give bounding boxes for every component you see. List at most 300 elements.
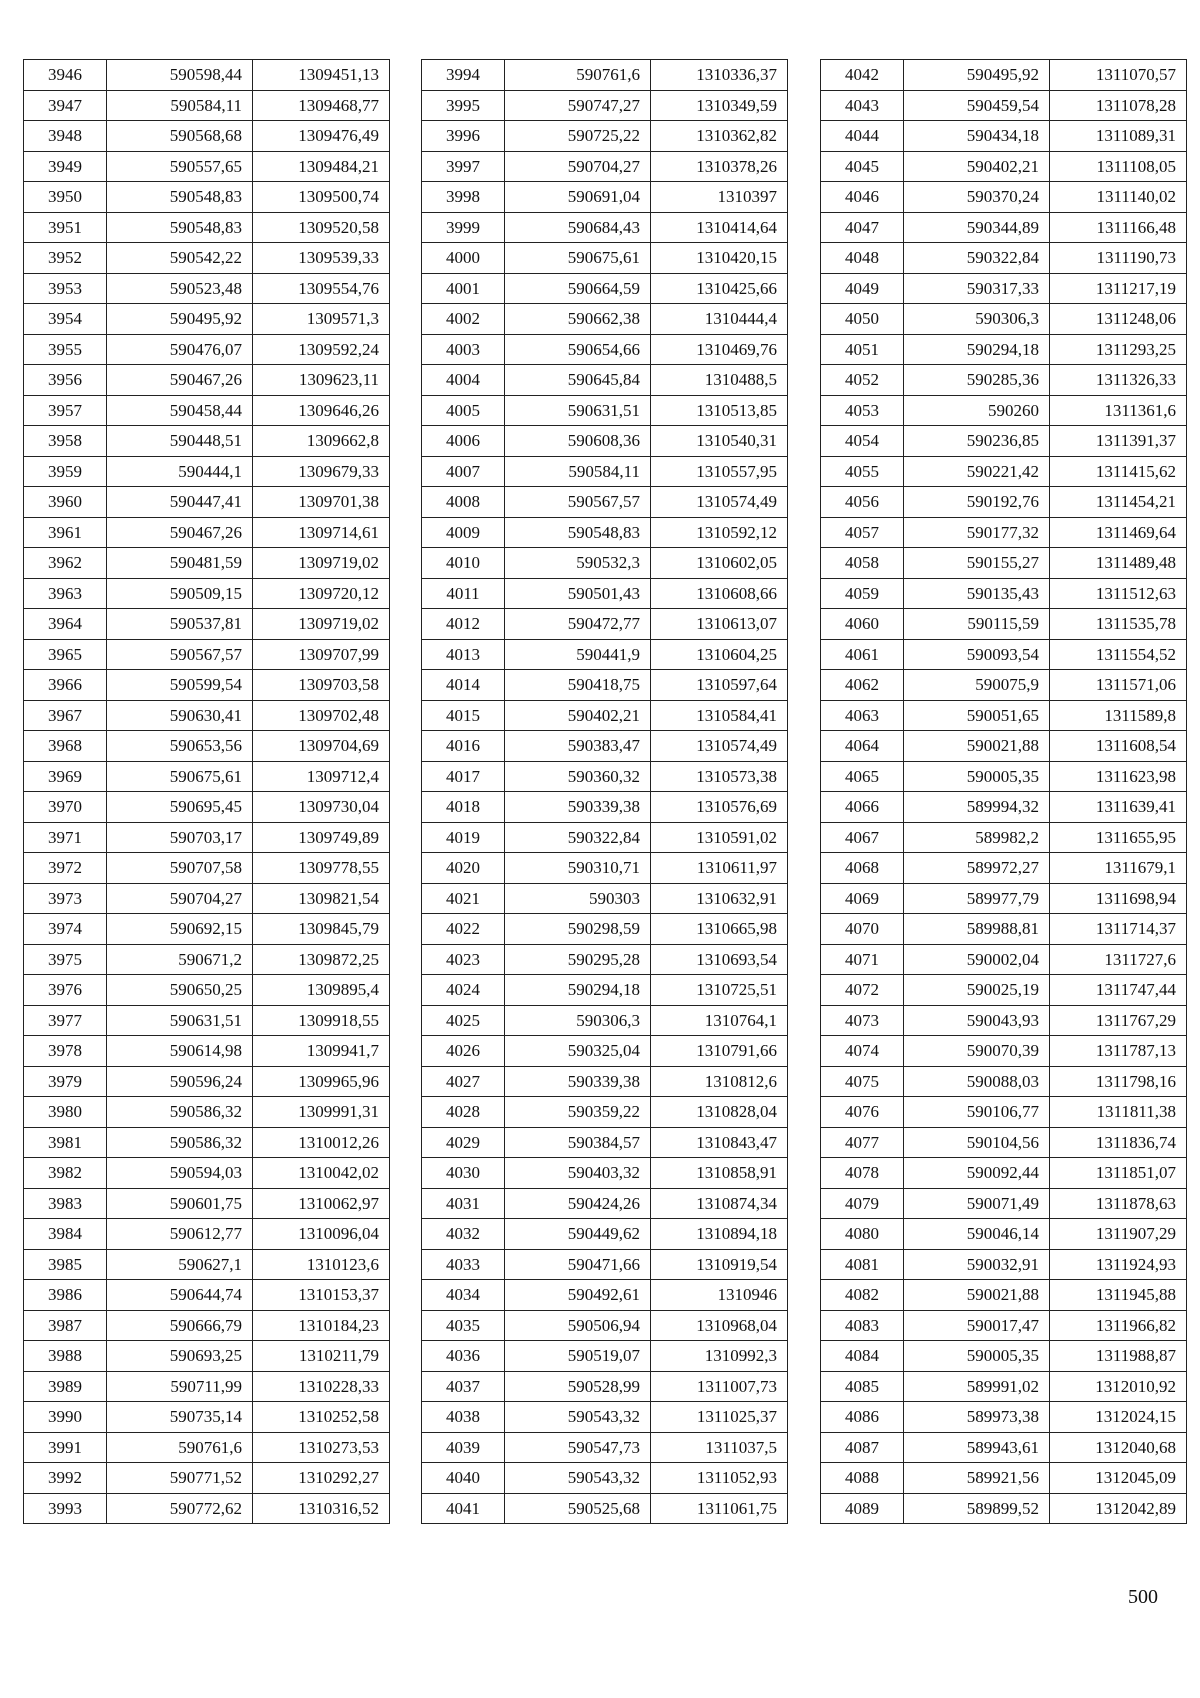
x-coordinate-cell: 590695,45 xyxy=(107,792,253,823)
x-coordinate-cell: 590631,51 xyxy=(107,1005,253,1036)
point-number-cell: 3985 xyxy=(24,1249,107,1280)
point-number-cell: 3963 xyxy=(24,578,107,609)
point-number-cell: 4022 xyxy=(422,914,505,945)
point-number-cell: 3951 xyxy=(24,212,107,243)
x-coordinate-cell: 590601,75 xyxy=(107,1188,253,1219)
point-number-cell: 3947 xyxy=(24,90,107,121)
point-number-cell: 3972 xyxy=(24,853,107,884)
point-number-cell: 3993 xyxy=(24,1493,107,1524)
y-coordinate-cell: 1311140,02 xyxy=(1050,182,1187,213)
y-coordinate-cell: 1311108,05 xyxy=(1050,151,1187,182)
point-number-cell: 4066 xyxy=(821,792,904,823)
x-coordinate-cell: 589972,27 xyxy=(904,853,1050,884)
x-coordinate-cell: 590402,21 xyxy=(904,151,1050,182)
x-coordinate-cell: 590664,59 xyxy=(505,273,651,304)
x-coordinate-cell: 590298,59 xyxy=(505,914,651,945)
point-number-cell: 4068 xyxy=(821,853,904,884)
y-coordinate-cell: 1310252,58 xyxy=(253,1402,390,1433)
table-row xyxy=(24,487,390,518)
table-row xyxy=(821,1280,1187,1311)
point-number-cell: 3983 xyxy=(24,1188,107,1219)
table-row xyxy=(422,90,788,121)
y-coordinate-cell: 1311248,06 xyxy=(1050,304,1187,335)
y-coordinate-cell: 1310693,54 xyxy=(651,944,788,975)
table-row xyxy=(24,1188,390,1219)
point-number-cell: 3976 xyxy=(24,975,107,1006)
x-coordinate-cell: 590236,85 xyxy=(904,426,1050,457)
y-coordinate-cell: 1309623,11 xyxy=(253,365,390,396)
y-coordinate-cell: 1309520,58 xyxy=(253,212,390,243)
x-coordinate-cell: 590675,61 xyxy=(107,761,253,792)
point-number-cell: 4036 xyxy=(422,1341,505,1372)
y-coordinate-cell: 1310919,54 xyxy=(651,1249,788,1280)
point-number-cell: 3965 xyxy=(24,639,107,670)
table-row xyxy=(422,975,788,1006)
point-number-cell: 4015 xyxy=(422,700,505,731)
table-row xyxy=(24,517,390,548)
point-number-cell: 4060 xyxy=(821,609,904,640)
table-row xyxy=(821,365,1187,396)
point-number-cell: 4007 xyxy=(422,456,505,487)
y-coordinate-cell: 1311089,31 xyxy=(1050,121,1187,152)
x-coordinate-cell: 590384,57 xyxy=(505,1127,651,1158)
point-number-cell: 3997 xyxy=(422,151,505,182)
table-row xyxy=(422,243,788,274)
table-row xyxy=(422,548,788,579)
x-coordinate-cell: 590093,54 xyxy=(904,639,1050,670)
y-coordinate-cell: 1309918,55 xyxy=(253,1005,390,1036)
y-coordinate-cell: 1309451,13 xyxy=(253,60,390,91)
point-number-cell: 4072 xyxy=(821,975,904,1006)
y-coordinate-cell: 1310725,51 xyxy=(651,975,788,1006)
x-coordinate-cell: 590339,38 xyxy=(505,1066,651,1097)
x-coordinate-cell: 590403,32 xyxy=(505,1158,651,1189)
point-number-cell: 3981 xyxy=(24,1127,107,1158)
table-row xyxy=(24,822,390,853)
y-coordinate-cell: 1310604,25 xyxy=(651,639,788,670)
y-coordinate-cell: 1311747,44 xyxy=(1050,975,1187,1006)
y-coordinate-cell: 1311025,37 xyxy=(651,1402,788,1433)
y-coordinate-cell: 1309941,7 xyxy=(253,1036,390,1067)
y-coordinate-cell: 1310858,91 xyxy=(651,1158,788,1189)
x-coordinate-cell: 590294,18 xyxy=(505,975,651,1006)
table-row xyxy=(821,548,1187,579)
y-coordinate-cell: 1311061,75 xyxy=(651,1493,788,1524)
x-coordinate-cell: 590492,61 xyxy=(505,1280,651,1311)
point-number-cell: 4029 xyxy=(422,1127,505,1158)
table-row xyxy=(422,365,788,396)
y-coordinate-cell: 1309704,69 xyxy=(253,731,390,762)
x-coordinate-cell: 590594,03 xyxy=(107,1158,253,1189)
x-coordinate-cell: 590704,27 xyxy=(505,151,651,182)
y-coordinate-cell: 1310608,66 xyxy=(651,578,788,609)
x-coordinate-cell: 589982,2 xyxy=(904,822,1050,853)
y-coordinate-cell: 1310420,15 xyxy=(651,243,788,274)
table-row xyxy=(24,1280,390,1311)
x-coordinate-cell: 590458,44 xyxy=(107,395,253,426)
point-number-cell: 3979 xyxy=(24,1066,107,1097)
point-number-cell: 4062 xyxy=(821,670,904,701)
table-row xyxy=(24,548,390,579)
point-number-cell: 3954 xyxy=(24,304,107,335)
point-number-cell: 3987 xyxy=(24,1310,107,1341)
y-coordinate-cell: 1311571,06 xyxy=(1050,670,1187,701)
table-row xyxy=(422,182,788,213)
point-number-cell: 3955 xyxy=(24,334,107,365)
x-coordinate-cell: 590707,58 xyxy=(107,853,253,884)
y-coordinate-cell: 1309730,04 xyxy=(253,792,390,823)
point-number-cell: 3999 xyxy=(422,212,505,243)
x-coordinate-cell: 590104,56 xyxy=(904,1127,1050,1158)
table-row xyxy=(422,731,788,762)
y-coordinate-cell: 1311679,1 xyxy=(1050,853,1187,884)
point-number-cell: 4005 xyxy=(422,395,505,426)
x-coordinate-cell: 590599,54 xyxy=(107,670,253,701)
point-number-cell: 4028 xyxy=(422,1097,505,1128)
table-row xyxy=(24,243,390,274)
y-coordinate-cell: 1311469,64 xyxy=(1050,517,1187,548)
table-row xyxy=(422,212,788,243)
point-number-cell: 4073 xyxy=(821,1005,904,1036)
x-coordinate-cell: 590424,26 xyxy=(505,1188,651,1219)
table-row xyxy=(821,1371,1187,1402)
point-number-cell: 3969 xyxy=(24,761,107,792)
point-number-cell: 4088 xyxy=(821,1463,904,1494)
y-coordinate-cell: 1309679,33 xyxy=(253,456,390,487)
x-coordinate-cell: 589977,79 xyxy=(904,883,1050,914)
point-number-cell: 4079 xyxy=(821,1188,904,1219)
x-coordinate-cell: 590310,71 xyxy=(505,853,651,884)
point-number-cell: 4034 xyxy=(422,1280,505,1311)
table-row xyxy=(24,883,390,914)
point-number-cell: 4008 xyxy=(422,487,505,518)
x-coordinate-cell: 590525,68 xyxy=(505,1493,651,1524)
x-coordinate-cell: 590627,1 xyxy=(107,1249,253,1280)
point-number-cell: 4040 xyxy=(422,1463,505,1494)
table-row xyxy=(24,1493,390,1524)
point-number-cell: 4051 xyxy=(821,334,904,365)
y-coordinate-cell: 1311078,28 xyxy=(1050,90,1187,121)
table-row xyxy=(422,1341,788,1372)
x-coordinate-cell: 590155,27 xyxy=(904,548,1050,579)
table-row xyxy=(821,304,1187,335)
x-coordinate-cell: 590260 xyxy=(904,395,1050,426)
table-row xyxy=(422,273,788,304)
x-coordinate-cell: 590370,24 xyxy=(904,182,1050,213)
x-coordinate-cell: 590448,51 xyxy=(107,426,253,457)
x-coordinate-cell: 590662,38 xyxy=(505,304,651,335)
point-number-cell: 3998 xyxy=(422,182,505,213)
y-coordinate-cell: 1311945,88 xyxy=(1050,1280,1187,1311)
x-coordinate-cell: 590747,27 xyxy=(505,90,651,121)
x-coordinate-cell: 590532,3 xyxy=(505,548,651,579)
point-number-cell: 4067 xyxy=(821,822,904,853)
table-row xyxy=(821,1066,1187,1097)
table-row xyxy=(24,1097,390,1128)
x-coordinate-cell: 590495,92 xyxy=(107,304,253,335)
x-coordinate-cell: 590325,04 xyxy=(505,1036,651,1067)
point-number-cell: 4042 xyxy=(821,60,904,91)
y-coordinate-cell: 1309872,25 xyxy=(253,944,390,975)
table-row xyxy=(24,853,390,884)
y-coordinate-cell: 1309821,54 xyxy=(253,883,390,914)
y-coordinate-cell: 1312010,92 xyxy=(1050,1371,1187,1402)
x-coordinate-cell: 590671,2 xyxy=(107,944,253,975)
y-coordinate-cell: 1310184,23 xyxy=(253,1310,390,1341)
y-coordinate-cell: 1310513,85 xyxy=(651,395,788,426)
table-row xyxy=(821,761,1187,792)
x-coordinate-cell: 590005,35 xyxy=(904,761,1050,792)
point-number-cell: 4044 xyxy=(821,121,904,152)
point-number-cell: 4041 xyxy=(422,1493,505,1524)
point-number-cell: 4056 xyxy=(821,487,904,518)
point-number-cell: 4018 xyxy=(422,792,505,823)
table-row xyxy=(24,456,390,487)
point-number-cell: 4057 xyxy=(821,517,904,548)
point-number-cell: 3961 xyxy=(24,517,107,548)
x-coordinate-cell: 590434,18 xyxy=(904,121,1050,152)
x-coordinate-cell: 590586,32 xyxy=(107,1127,253,1158)
table-row xyxy=(821,456,1187,487)
table-row xyxy=(821,212,1187,243)
point-number-cell: 4023 xyxy=(422,944,505,975)
x-coordinate-cell: 590704,27 xyxy=(107,883,253,914)
x-coordinate-cell: 590568,68 xyxy=(107,121,253,152)
y-coordinate-cell: 1311836,74 xyxy=(1050,1127,1187,1158)
x-coordinate-cell: 590459,54 xyxy=(904,90,1050,121)
x-coordinate-cell: 590447,41 xyxy=(107,487,253,518)
x-coordinate-cell: 590711,99 xyxy=(107,1371,253,1402)
page-number: 500 xyxy=(1128,1586,1158,1608)
y-coordinate-cell: 1311623,98 xyxy=(1050,761,1187,792)
table-row xyxy=(821,914,1187,945)
x-coordinate-cell: 590501,43 xyxy=(505,578,651,609)
table-row xyxy=(821,1097,1187,1128)
table-row xyxy=(821,1127,1187,1158)
table-row xyxy=(821,151,1187,182)
table-row xyxy=(821,609,1187,640)
point-number-cell: 4083 xyxy=(821,1310,904,1341)
x-coordinate-cell: 590542,22 xyxy=(107,243,253,274)
point-number-cell: 4047 xyxy=(821,212,904,243)
x-coordinate-cell: 590543,32 xyxy=(505,1402,651,1433)
table-row xyxy=(821,578,1187,609)
table-row xyxy=(422,1249,788,1280)
y-coordinate-cell: 1310153,37 xyxy=(253,1280,390,1311)
point-number-cell: 3980 xyxy=(24,1097,107,1128)
x-coordinate-cell: 590598,44 xyxy=(107,60,253,91)
point-number-cell: 3991 xyxy=(24,1432,107,1463)
y-coordinate-cell: 1310592,12 xyxy=(651,517,788,548)
point-number-cell: 3994 xyxy=(422,60,505,91)
x-coordinate-cell: 590548,83 xyxy=(107,212,253,243)
y-coordinate-cell: 1311655,95 xyxy=(1050,822,1187,853)
table-row xyxy=(24,1432,390,1463)
x-coordinate-cell: 589973,38 xyxy=(904,1402,1050,1433)
y-coordinate-cell: 1311988,87 xyxy=(1050,1341,1187,1372)
y-coordinate-cell: 1309719,02 xyxy=(253,609,390,640)
y-coordinate-cell: 1310874,34 xyxy=(651,1188,788,1219)
table-row xyxy=(422,792,788,823)
point-number-cell: 3996 xyxy=(422,121,505,152)
point-number-cell: 4033 xyxy=(422,1249,505,1280)
y-coordinate-cell: 1310764,1 xyxy=(651,1005,788,1036)
x-coordinate-cell: 590383,47 xyxy=(505,731,651,762)
table-row xyxy=(422,700,788,731)
table-row xyxy=(821,883,1187,914)
point-number-cell: 4049 xyxy=(821,273,904,304)
y-coordinate-cell: 1311070,57 xyxy=(1050,60,1187,91)
point-number-cell: 4055 xyxy=(821,456,904,487)
table-row xyxy=(422,456,788,487)
x-coordinate-cell: 590402,21 xyxy=(505,700,651,731)
point-number-cell: 4024 xyxy=(422,975,505,1006)
table-row xyxy=(422,761,788,792)
table-row xyxy=(422,1036,788,1067)
point-number-cell: 3962 xyxy=(24,548,107,579)
y-coordinate-cell: 1310316,52 xyxy=(253,1493,390,1524)
x-coordinate-cell: 590691,04 xyxy=(505,182,651,213)
table-row xyxy=(821,975,1187,1006)
y-coordinate-cell: 1311217,19 xyxy=(1050,273,1187,304)
y-coordinate-cell: 1311714,37 xyxy=(1050,914,1187,945)
y-coordinate-cell: 1310228,33 xyxy=(253,1371,390,1402)
y-coordinate-cell: 1310362,82 xyxy=(651,121,788,152)
x-coordinate-cell: 590070,39 xyxy=(904,1036,1050,1067)
x-coordinate-cell: 590021,88 xyxy=(904,1280,1050,1311)
point-number-cell: 4021 xyxy=(422,883,505,914)
point-number-cell: 4026 xyxy=(422,1036,505,1067)
point-number-cell: 3950 xyxy=(24,182,107,213)
point-number-cell: 4084 xyxy=(821,1341,904,1372)
table-row xyxy=(821,1219,1187,1250)
y-coordinate-cell: 1312024,15 xyxy=(1050,1402,1187,1433)
y-coordinate-cell: 1309702,48 xyxy=(253,700,390,731)
table-row xyxy=(821,792,1187,823)
x-coordinate-cell: 590418,75 xyxy=(505,670,651,701)
y-coordinate-cell: 1310488,5 xyxy=(651,365,788,396)
table-row xyxy=(24,426,390,457)
table-row xyxy=(821,944,1187,975)
x-coordinate-cell: 590471,66 xyxy=(505,1249,651,1280)
point-number-cell: 3968 xyxy=(24,731,107,762)
point-number-cell: 4063 xyxy=(821,700,904,731)
table-row xyxy=(24,151,390,182)
y-coordinate-cell: 1310665,98 xyxy=(651,914,788,945)
x-coordinate-cell: 590547,73 xyxy=(505,1432,651,1463)
x-coordinate-cell: 590567,57 xyxy=(107,639,253,670)
x-coordinate-cell: 590360,32 xyxy=(505,761,651,792)
y-coordinate-cell: 1310597,64 xyxy=(651,670,788,701)
table-row xyxy=(24,761,390,792)
x-coordinate-cell: 590537,81 xyxy=(107,609,253,640)
coordinate-table-1 xyxy=(23,59,390,1524)
y-coordinate-cell: 1309965,96 xyxy=(253,1066,390,1097)
point-number-cell: 3959 xyxy=(24,456,107,487)
x-coordinate-cell: 590472,77 xyxy=(505,609,651,640)
point-number-cell: 4010 xyxy=(422,548,505,579)
point-number-cell: 4081 xyxy=(821,1249,904,1280)
x-coordinate-cell: 590115,59 xyxy=(904,609,1050,640)
table-row xyxy=(24,1463,390,1494)
y-coordinate-cell: 1311878,63 xyxy=(1050,1188,1187,1219)
x-coordinate-cell: 590761,6 xyxy=(505,60,651,91)
point-number-cell: 4087 xyxy=(821,1432,904,1463)
table-row xyxy=(422,883,788,914)
y-coordinate-cell: 1311166,48 xyxy=(1050,212,1187,243)
table-row xyxy=(24,273,390,304)
y-coordinate-cell: 1309749,89 xyxy=(253,822,390,853)
point-number-cell: 3946 xyxy=(24,60,107,91)
y-coordinate-cell: 1311415,62 xyxy=(1050,456,1187,487)
y-coordinate-cell: 1309778,55 xyxy=(253,853,390,884)
y-coordinate-cell: 1311361,6 xyxy=(1050,395,1187,426)
y-coordinate-cell: 1310573,38 xyxy=(651,761,788,792)
y-coordinate-cell: 1311554,52 xyxy=(1050,639,1187,670)
point-number-cell: 4031 xyxy=(422,1188,505,1219)
y-coordinate-cell: 1309500,74 xyxy=(253,182,390,213)
point-number-cell: 4086 xyxy=(821,1402,904,1433)
y-coordinate-cell: 1311639,41 xyxy=(1050,792,1187,823)
x-coordinate-cell: 590467,26 xyxy=(107,517,253,548)
y-coordinate-cell: 1311512,63 xyxy=(1050,578,1187,609)
y-coordinate-cell: 1310414,64 xyxy=(651,212,788,243)
y-coordinate-cell: 1311798,16 xyxy=(1050,1066,1187,1097)
table-row xyxy=(422,609,788,640)
x-coordinate-cell: 590675,61 xyxy=(505,243,651,274)
point-number-cell: 3982 xyxy=(24,1158,107,1189)
table-row xyxy=(422,1158,788,1189)
point-number-cell: 3992 xyxy=(24,1463,107,1494)
point-number-cell: 3978 xyxy=(24,1036,107,1067)
x-coordinate-cell: 590509,15 xyxy=(107,578,253,609)
x-coordinate-cell: 590608,36 xyxy=(505,426,651,457)
table-row xyxy=(422,578,788,609)
x-coordinate-cell: 590692,15 xyxy=(107,914,253,945)
table-row xyxy=(821,639,1187,670)
point-number-cell: 4058 xyxy=(821,548,904,579)
y-coordinate-cell: 1310336,37 xyxy=(651,60,788,91)
y-coordinate-cell: 1310540,31 xyxy=(651,426,788,457)
point-number-cell: 4025 xyxy=(422,1005,505,1036)
x-coordinate-cell: 589921,56 xyxy=(904,1463,1050,1494)
y-coordinate-cell: 1310378,26 xyxy=(651,151,788,182)
table-row xyxy=(821,334,1187,365)
x-coordinate-cell: 590703,17 xyxy=(107,822,253,853)
x-coordinate-cell: 590650,25 xyxy=(107,975,253,1006)
x-coordinate-cell: 590584,11 xyxy=(505,456,651,487)
table-row xyxy=(821,1463,1187,1494)
point-number-cell: 4077 xyxy=(821,1127,904,1158)
x-coordinate-cell: 590614,98 xyxy=(107,1036,253,1067)
table-row xyxy=(24,1249,390,1280)
table-row xyxy=(821,700,1187,731)
point-number-cell: 4012 xyxy=(422,609,505,640)
y-coordinate-cell: 1309592,24 xyxy=(253,334,390,365)
table-row xyxy=(24,334,390,365)
x-coordinate-cell: 590221,42 xyxy=(904,456,1050,487)
coordinate-table-2 xyxy=(421,59,788,1524)
y-coordinate-cell: 1311037,5 xyxy=(651,1432,788,1463)
point-number-cell: 3970 xyxy=(24,792,107,823)
y-coordinate-cell: 1310273,53 xyxy=(253,1432,390,1463)
x-coordinate-cell: 590476,07 xyxy=(107,334,253,365)
y-coordinate-cell: 1311190,73 xyxy=(1050,243,1187,274)
table-row xyxy=(24,1341,390,1372)
x-coordinate-cell: 590653,56 xyxy=(107,731,253,762)
y-coordinate-cell: 1310894,18 xyxy=(651,1219,788,1250)
point-number-cell: 3957 xyxy=(24,395,107,426)
